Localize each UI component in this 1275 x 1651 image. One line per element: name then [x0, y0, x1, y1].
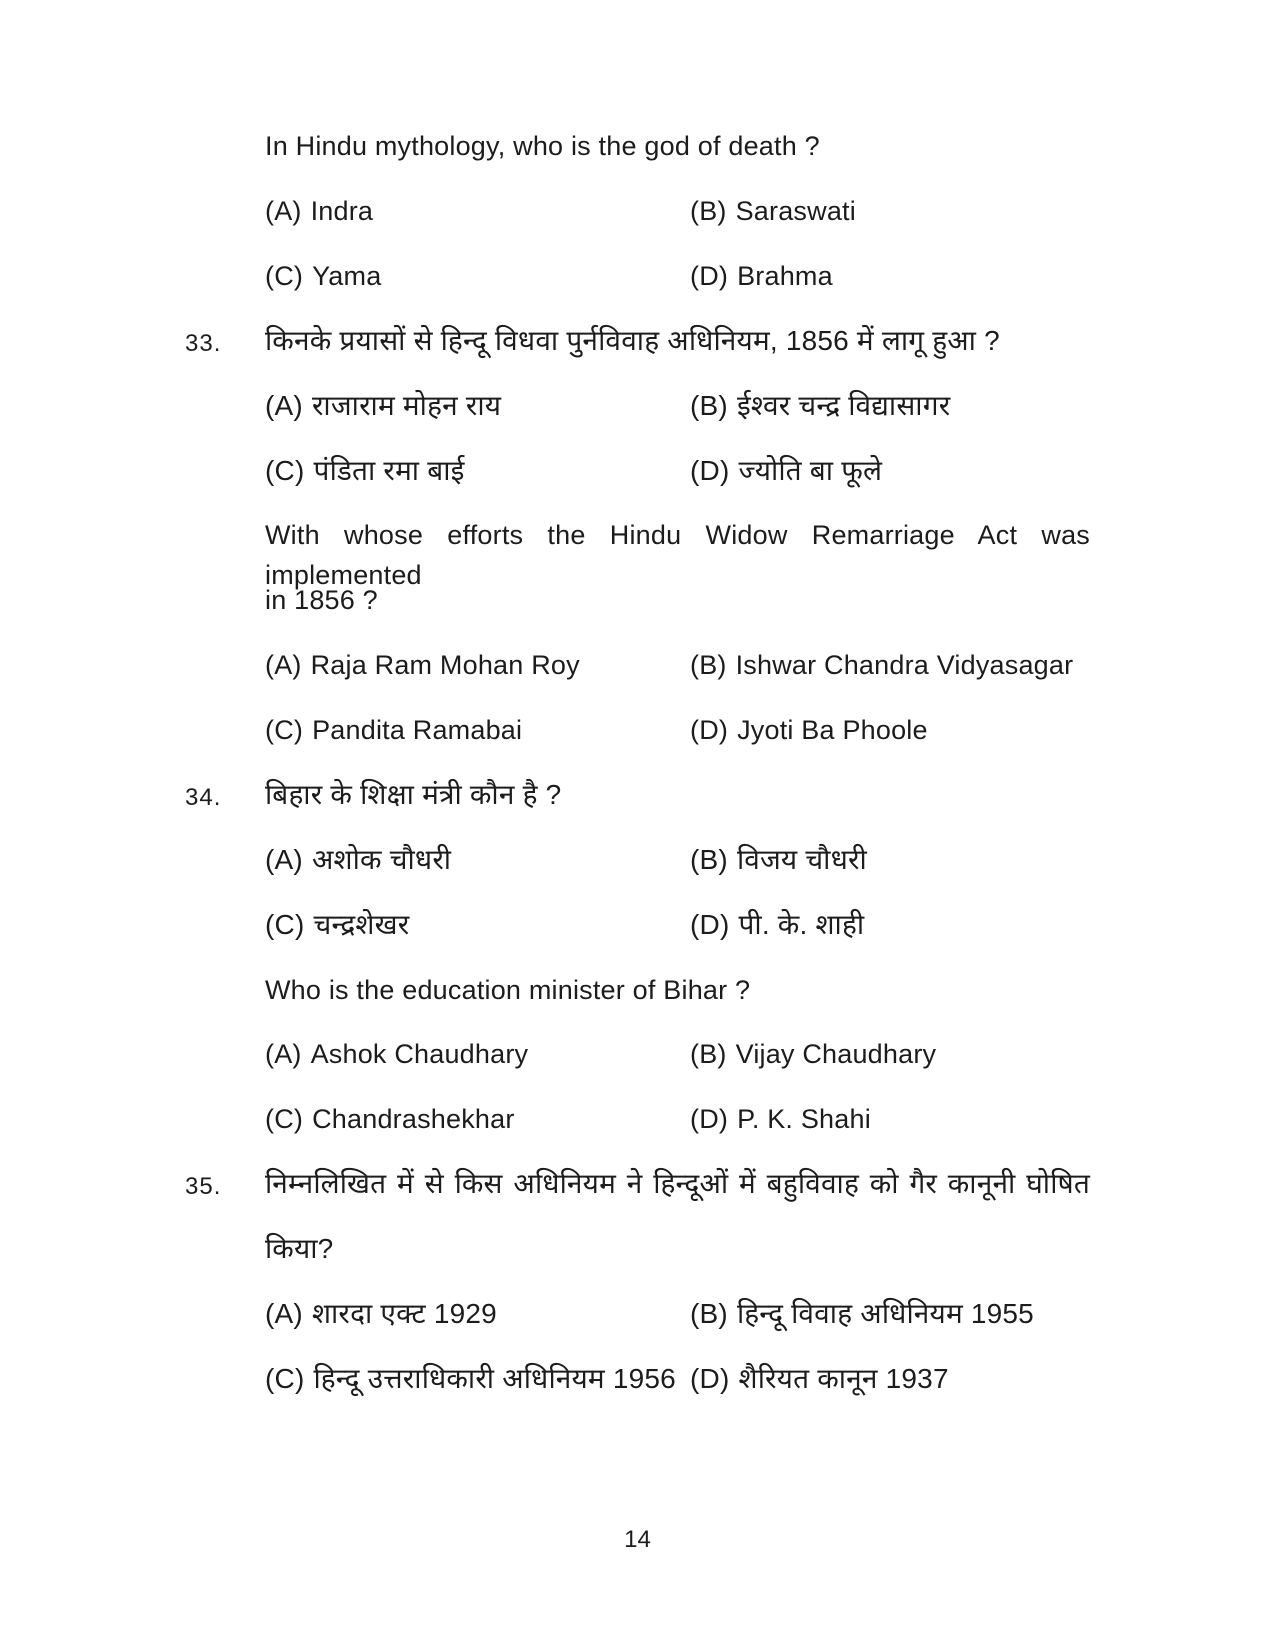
option-label: (C): [265, 1104, 304, 1134]
option-text: चन्द्रशेखर: [313, 909, 410, 940]
option-text: विजय चौधरी: [736, 844, 867, 875]
question-33-hindi-options-ab: [265, 386, 1090, 426]
option-label: (D): [690, 1104, 729, 1134]
option-text: हिन्दू उत्तराधिकारी अधिनियम 1956: [313, 1363, 676, 1394]
question-34-english-options-cd: [265, 1099, 1090, 1139]
option-text: Vijay Chaudhary: [735, 1039, 937, 1069]
option-text: शैरियत कानून 1937: [738, 1363, 949, 1394]
question-32-english-text: [265, 126, 1090, 166]
option-text: Chandrashekhar: [312, 1104, 515, 1134]
question-35-hindi-option-b: [690, 1294, 1034, 1334]
question-text: निम्नलिखित में से किस अधिनियम ने हिन्दूओं में बहुविवाह को गैर कानूनी घोषित: [265, 1168, 1090, 1199]
question-34-hindi-options-ab: [265, 840, 1090, 880]
question-33-english-option-d: [690, 710, 928, 750]
question-35-hindi-text-line-1: [185, 1164, 1090, 1204]
option-text: अशोक चौधरी: [311, 844, 452, 875]
question-33-english-option-c: [265, 715, 522, 745]
question-35-hindi-option-c: [265, 1363, 676, 1394]
question-34-hindi-options-cd: [265, 905, 1090, 945]
question-text: With whose efforts the Hindu Widow Remarriage Act was implemented: [265, 520, 1090, 590]
option-label: (C): [265, 909, 305, 940]
question-33-hindi-option-b: [690, 386, 950, 426]
question-33-english-text-line-2: [265, 580, 1090, 620]
option-label: (A): [265, 1039, 302, 1069]
question-34-english-option-d: [690, 1099, 871, 1139]
option-text: Indra: [310, 196, 374, 226]
option-text: Pandita Ramabai: [312, 715, 523, 745]
question-35-hindi-options-cd: [265, 1359, 1090, 1399]
option-label: (C): [265, 261, 304, 291]
question-33-english-option-a: [265, 650, 580, 680]
question-33-hindi-option-a: [265, 390, 501, 421]
option-label: (A): [265, 196, 302, 226]
option-label: (A): [265, 844, 303, 875]
option-text: Ashok Chaudhary: [310, 1039, 529, 1069]
option-text: P. K. Shahi: [737, 1104, 871, 1134]
question-35-hindi-options-ab: [265, 1294, 1090, 1334]
question-34-hindi-option-d: [690, 905, 864, 945]
option-label: (B): [690, 1039, 727, 1069]
option-text: राजाराम मोहन राय: [311, 390, 502, 421]
option-label: (D): [690, 715, 729, 745]
question-33-number: 33.: [185, 330, 222, 357]
question-text: Who is the education minister of Bihar ?: [265, 975, 751, 1005]
question-32-option-b: [690, 191, 856, 231]
question-34-english-option-a: [265, 1039, 528, 1069]
question-32-english-options-ab: [265, 191, 1090, 231]
option-label: (B): [690, 390, 728, 421]
question-34-english-option-c: [265, 1104, 515, 1134]
option-label: (B): [690, 1298, 728, 1329]
option-text: पी. के. शाही: [738, 909, 865, 940]
option-label: (C): [265, 455, 305, 486]
question-text: In Hindu mythology, who is the god of death ?: [265, 131, 820, 161]
question-32-option-a: [265, 196, 373, 226]
question-34-english-options-ab: [265, 1034, 1090, 1074]
option-text: Brahma: [737, 261, 833, 291]
question-34-hindi-text: [185, 775, 1090, 815]
question-text: in 1856 ?: [265, 585, 378, 615]
option-text: Raja Ram Mohan Roy: [310, 650, 580, 680]
option-label: (A): [265, 650, 302, 680]
question-35-number: 35.: [185, 1173, 222, 1200]
option-text: Yama: [312, 261, 382, 291]
option-text: Ishwar Chandra Vidyasagar: [735, 650, 1074, 680]
option-label: (D): [690, 261, 729, 291]
question-35-hindi-text-line-2: [265, 1229, 1090, 1269]
question-32-option-d: [690, 256, 833, 296]
option-text: ज्योति बा फूले: [738, 455, 883, 486]
option-label: (D): [690, 455, 730, 486]
option-label: (B): [690, 196, 727, 226]
question-35-hindi-option-a: [265, 1298, 497, 1329]
option-label: (D): [690, 909, 730, 940]
option-label: (D): [690, 1363, 730, 1394]
option-text: हिन्दू विवाह अधिनियम 1955: [736, 1298, 1034, 1329]
question-34-english-text: [265, 970, 1090, 1010]
option-text: Jyoti Ba Phoole: [737, 715, 928, 745]
question-33-hindi-option-c: [265, 455, 465, 486]
question-34-hindi-option-a: [265, 844, 451, 875]
question-33-english-options-cd: [265, 710, 1090, 750]
question-34-hindi-option-b: [690, 840, 867, 880]
option-label: (A): [265, 1298, 303, 1329]
question-33-hindi-options-cd: [265, 451, 1090, 491]
question-text: किया?: [265, 1233, 334, 1264]
option-text: Saraswati: [735, 196, 856, 226]
option-label: (C): [265, 1363, 305, 1394]
option-label: (A): [265, 390, 303, 421]
option-label: (C): [265, 715, 304, 745]
option-text: पंडिता रमा बाई: [313, 455, 465, 486]
option-text: ईश्वर चन्द्र विद्यासागर: [736, 390, 951, 421]
question-34-hindi-option-c: [265, 909, 409, 940]
question-33-english-options-ab: [265, 645, 1090, 685]
question-text: किनके प्रयासों से हिन्दू विधवा पुर्नविवाह अधिनियम, 1856 में लागू हुआ ?: [265, 325, 1000, 356]
question-34-number: 34.: [185, 784, 222, 811]
option-label: (B): [690, 844, 728, 875]
question-33-hindi-text: [185, 321, 1090, 361]
option-text: शारदा एक्ट 1929: [311, 1298, 497, 1329]
question-35-hindi-option-d: [690, 1359, 949, 1399]
page-number: 14: [624, 1526, 651, 1553]
option-label: (B): [690, 650, 727, 680]
question-33-english-option-b: [690, 645, 1073, 685]
question-33-hindi-option-d: [690, 451, 882, 491]
question-text: बिहार के शिक्षा मंत्री कौन है ?: [265, 779, 562, 810]
question-34-english-option-b: [690, 1034, 936, 1074]
question-32-english-options-cd: [265, 256, 1090, 296]
question-32-option-c: [265, 261, 381, 291]
